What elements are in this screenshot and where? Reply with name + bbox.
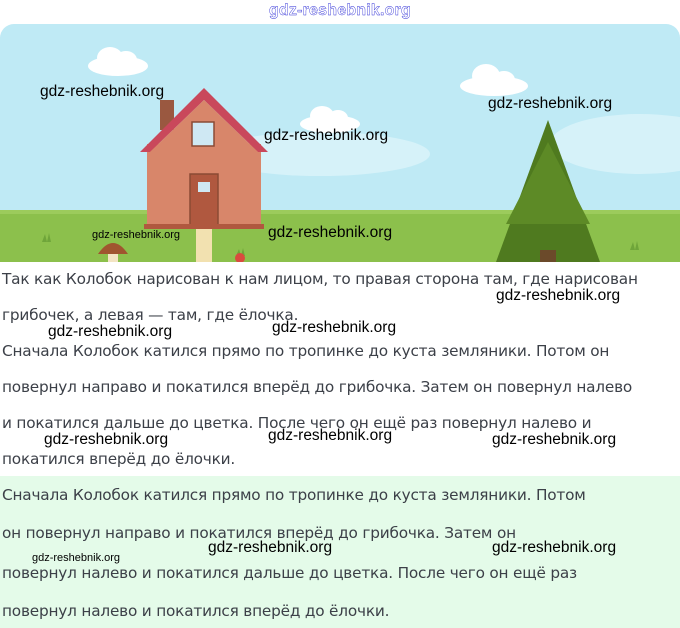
watermark: gdz-reshebnik.org xyxy=(492,431,617,448)
answer-line: он повернул направо и покатился вперёд до грибочка. Затем он xyxy=(2,524,516,542)
watermark: gdz-reshebnik.org xyxy=(92,229,181,241)
site-header xyxy=(0,0,680,24)
answer-line: Сначала Колобок катился прямо по тропинке до куста земляники. Потом xyxy=(2,486,586,504)
watermark: gdz-reshebnik.org xyxy=(496,287,621,304)
watermark: gdz-reshebnik.org xyxy=(40,83,165,100)
watermark: gdz-reshebnik.org xyxy=(272,319,397,336)
explanation-line: Так как Колобок нарисован к нам лицом, то правая сторона там, где нарисован xyxy=(2,270,638,288)
site-header-title[interactable]: gdz-reshebnik.org xyxy=(268,2,412,19)
watermark: gdz-reshebnik.org xyxy=(208,539,333,556)
explanation-line: покатился вперёд до ёлочки. xyxy=(2,450,236,468)
explanation-line: повернул направо и покатился вперёд до грибочка. Затем он повернул налево xyxy=(2,378,633,396)
watermark: gdz-reshebnik.org xyxy=(488,95,613,112)
watermark: gdz-reshebnik.org xyxy=(44,431,169,448)
path xyxy=(196,228,212,262)
explanation-line: и покатился дальше до цветка. После чего он ещё раз повернул налево и xyxy=(2,414,592,432)
watermark: gdz-reshebnik.org xyxy=(32,552,121,564)
explanation-line: Сначала Колобок катился прямо по тропинке до куста земляники. Потом он xyxy=(2,342,610,360)
watermark: gdz-reshebnik.org xyxy=(268,224,393,241)
watermark: gdz-reshebnik.org xyxy=(48,323,173,340)
answer-line: повернул налево и покатился дальше до цветка. После чего он ещё раз xyxy=(2,564,577,582)
explanation-line: грибочек, а левая — там, где ёлочка. xyxy=(2,306,299,324)
watermark: gdz-reshebnik.org xyxy=(492,539,617,556)
watermark: gdz-reshebnik.org xyxy=(264,127,389,144)
answer-line: повернул налево и покатился вперёд до ёлочки. xyxy=(2,602,390,620)
watermark: gdz-reshebnik.org xyxy=(268,427,393,444)
